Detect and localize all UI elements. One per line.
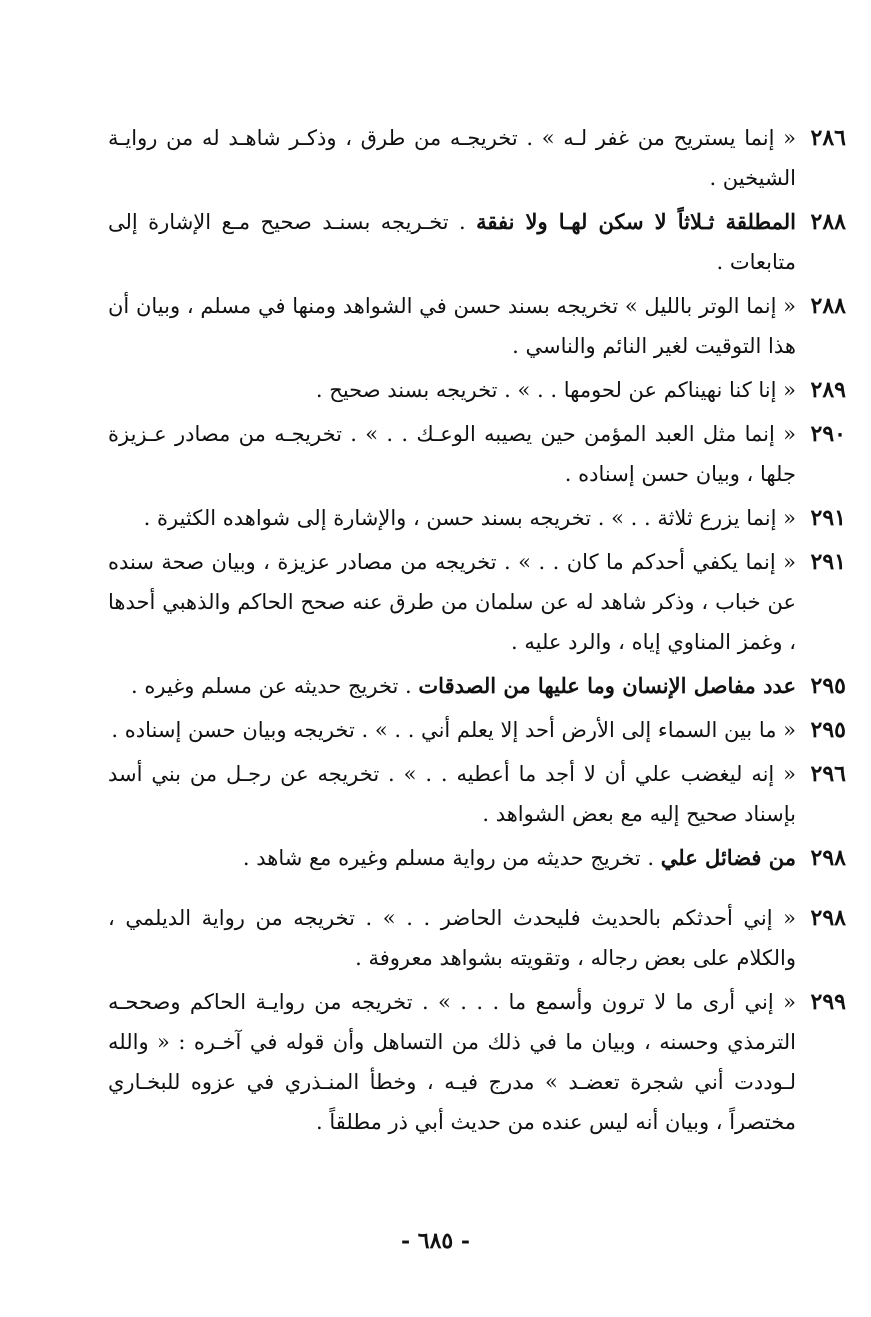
list-item — [108, 498, 846, 538]
entry-page-number: ٢٨٨ — [810, 209, 846, 235]
list-item — [108, 754, 846, 834]
list-item — [108, 202, 846, 282]
entry-page-number: ٢٨٩ — [810, 377, 846, 403]
list-item — [108, 982, 846, 1142]
entry-page-number: ٢٩٨ — [810, 905, 846, 931]
entry-text — [108, 414, 796, 494]
entry-body: « إني أرى ما لا ترون وأسمع ما . . . » . تخريجه من روايـة الحاكم وصححـه الترمذي وحسنه ، وبيان ما في ذلك من التساهل وأن قوله في آخـره : « والله لـوددت أني شجرة تعضـد » مدرج فيـه ، وخطأ المنـذري في عزوه للبخـاري مختصراً ، وبيان أنه ليس عنده من حديث أبي ذر مطلقاً . — [108, 990, 796, 1134]
entry-text — [108, 202, 796, 282]
list-item — [108, 118, 846, 198]
entry-page-number: ٢٩٥ — [810, 673, 846, 699]
entry-body: « إنما يكفي أحدكم ما كان . . » . تخريجه من مصادر عزيزة ، وبيان صحة سنده عن خباب ، وذكر شاهد له عن سلمان من طرق عنه صحح الحاكم والذهبي أحدها ، وغمز المناوي إياه ، والرد عليه . — [108, 550, 796, 654]
entry-body: « إني أحدثكم بالحديث فليحدث الحاضر . . » . تخريجه من رواية الديلمي ، والكلام على بعض رجاله ، وتقويته بشواهد معروفة . — [108, 906, 796, 970]
entry-page-number: ٢٩٠ — [810, 421, 846, 447]
entry-lead: من فضائل علي — [660, 845, 796, 870]
entry-body: . تخـريجه بسنـد صحيح مـع الإشارة إلى متابعات . — [108, 210, 796, 274]
entry-text — [108, 118, 796, 198]
entry-body: « ما بين السماء إلى الأرض أحد إلا يعلم أني . . » . تخريجه وبيان حسن إسناده . — [111, 718, 796, 742]
entry-page-number: ٢٩٨ — [810, 845, 846, 871]
entry-text — [108, 982, 796, 1142]
entry-page-number: ٢٩١ — [810, 505, 846, 531]
list-item — [108, 286, 846, 366]
entry-text — [108, 838, 796, 878]
page-footer-number: - ٦٨٥ - — [400, 1228, 471, 1254]
entry-body: . تخريج حديثه من رواية مسلم وغيره مع شاهد . — [242, 846, 661, 870]
entry-text — [108, 498, 796, 538]
entry-lead: المطلقة ثـلاثاً لا سكن لهـا ولا نفقة — [476, 209, 796, 234]
entry-text — [108, 286, 796, 366]
entry-text — [108, 898, 796, 978]
entry-body: . تخريج حديثه عن مسلم وغيره . — [131, 674, 419, 698]
entry-body: « إنما الوتر بالليل » تخريجه بسند حسن في الشواهد ومنها في مسلم ، وبيان أن هذا التوقيت لغير النائم والناسي . — [108, 294, 796, 358]
list-item — [108, 414, 846, 494]
entry-page-number: ٢٩٩ — [810, 989, 846, 1015]
list-item — [108, 898, 846, 978]
list-item — [108, 370, 846, 410]
entry-body: « إنما مثل العبد المؤمن حين يصيبه الوعـك . . » . تخريجـه من مصادر عـزيزة جلها ، وبيان حسن إسناده . — [108, 422, 796, 486]
entry-text — [108, 666, 796, 706]
entry-body: « إنما يستريح من غفر لـه » . تخريجـه من طرق ، وذكـر شاهـد له من روايـة الشيخين . — [108, 126, 796, 190]
entry-page-number: ٢٩٥ — [810, 717, 846, 743]
entry-page-number: ٢٨٨ — [810, 293, 846, 319]
entry-text — [108, 542, 796, 662]
entry-text — [108, 710, 796, 750]
index-entries — [108, 118, 846, 1146]
list-item — [108, 666, 846, 706]
entry-text — [108, 370, 796, 410]
list-item — [108, 542, 846, 662]
list-item — [108, 838, 846, 878]
entry-text — [108, 754, 796, 834]
entry-page-number: ٢٩٦ — [810, 761, 846, 787]
entry-body: « إنا كنا نهيناكم عن لحومها . . » . تخريجه بسند صحيح . — [315, 378, 796, 402]
entry-page-number: ٢٩١ — [810, 549, 846, 575]
entry-page-number: ٢٨٦ — [810, 125, 846, 151]
entry-body: « إنما يزرع ثلاثة . . » . تخريجه بسند حسن ، والإشارة إلى شواهده الكثيرة . — [143, 506, 796, 530]
entry-body: « إنه ليغضب علي أن لا أجد ما أعطيه . . » . تخريجه عن رجـل من بني أسد بإسناد صحيح إليه مع بعض الشواهد . — [108, 762, 796, 826]
entry-lead: عدد مفاصل الإنسان وما عليها من الصدقات — [418, 673, 796, 698]
list-item — [108, 710, 846, 750]
